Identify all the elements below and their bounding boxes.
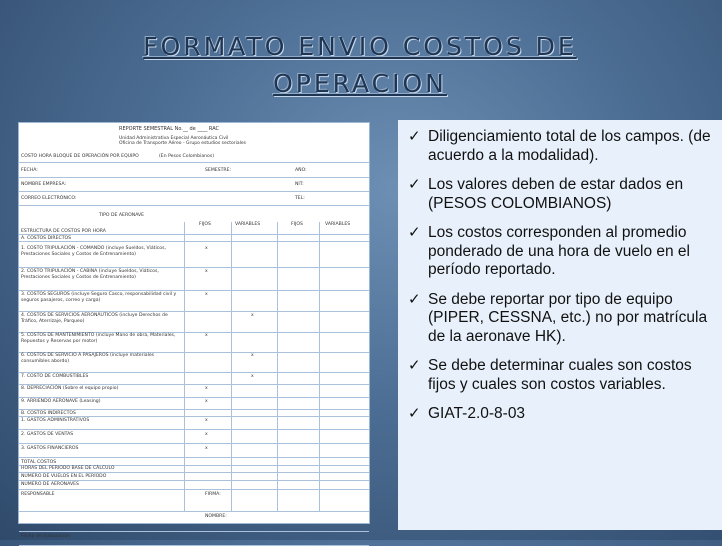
col-header-variable-2: VARIABLES [325, 222, 351, 227]
form-row-cell: x [205, 246, 208, 251]
form-row-label: 2. COSTO TRIPULACIÓN - CABINA (incluye Sueldos, Viáticos, Prestaciones Sociales y Costos de Entrenamiento) [21, 269, 159, 280]
instruction-item [404, 128, 716, 165]
form-row-cell: x [205, 432, 208, 437]
instruction-item [404, 176, 716, 213]
form-row [19, 181, 369, 192]
form-header-subtitle [119, 136, 246, 146]
form-row-cell: NOMBRE: [205, 514, 227, 519]
form-row-label: B. COSTOS INDIRECTOS [21, 411, 76, 416]
instruction-text: Los costos corresponden al promedio ponderado de una hora de vuelo en el período reportado. [428, 224, 690, 278]
form-row [19, 385, 369, 398]
instruction-item [404, 224, 716, 280]
form-row-label: 9. ARRIENDO AERONAVE (Leasing) [21, 399, 101, 404]
form-row-cell: x [205, 386, 208, 391]
form-row [19, 491, 369, 512]
form-row-cell: x [205, 399, 208, 404]
form-row-cell: TEL: [295, 196, 305, 201]
form-row-label: A. COSTOS DIRECTOS [21, 236, 72, 241]
form-row [19, 398, 369, 410]
checkmark-icon: ✓ [408, 405, 421, 422]
slide-title [0, 28, 720, 102]
instructions-list [398, 120, 722, 424]
form-row-label: 6. COSTOS DE SERVICIO A PASAJEROS (incluye materiales consumibles abordo) [21, 353, 155, 364]
instruction-text: GIAT-2.0-8-03 [428, 405, 526, 422]
form-row [19, 465, 369, 473]
form-row-label: Fecha de Elaboración: [21, 534, 72, 539]
form-header-sub1: Unidad Administrativa Especial Aeronáutica Civil [119, 136, 229, 141]
form-row-cell: x [251, 353, 254, 358]
form-row [19, 228, 369, 235]
instruction-item [404, 357, 716, 394]
form-row-label: 7. COSTO DE COMBUSTIBLES [21, 374, 89, 379]
form-row-cell: x [205, 333, 208, 338]
form-row [19, 373, 369, 385]
instruction-text: Se debe reportar por tipo de equipo (PIPER, CESSNA, etc.) no por matrícula de la aeronave HK). [428, 290, 708, 345]
form-row [19, 245, 369, 268]
checkmark-icon: ✓ [408, 176, 421, 193]
form-row [19, 445, 369, 458]
form-row-label: NÚMERO DE AERONAVES [21, 482, 79, 487]
form-row-label: 3. GASTOS FINANCIEROS [21, 446, 79, 451]
slide-title-line-2: OPERACION [273, 69, 447, 98]
form-section-sub: (En Pesos Colombianos) [159, 154, 215, 159]
form-row-label: 1. GASTOS ADMINISTRATIVOS [21, 418, 90, 423]
form-row [19, 291, 369, 312]
form-section-row [19, 153, 369, 163]
checkmark-icon: ✓ [408, 128, 421, 145]
form-row [19, 473, 369, 481]
form-section-label: COSTO HORA BLOQUE DE OPERACIÓN POR EQUIPO [21, 154, 139, 159]
form-row-cell: x [205, 269, 208, 274]
form-row [19, 268, 369, 291]
form-row-label: 5. COSTOS DE MANTENIMIENTO (incluye Mano de obra, Materiales, Repuestos y Reservas por motor) [21, 333, 176, 344]
form-row-label: RESPONSABLE [21, 492, 55, 497]
form-row [19, 410, 369, 417]
form-row [19, 235, 369, 242]
form-row-cell: x [251, 313, 254, 318]
form-row-label: 2. GASTOS DE VENTAS [21, 432, 74, 437]
cost-report-form-image [18, 122, 370, 539]
form-row [19, 312, 369, 333]
form-row-label: NOMBRE EMPRESA: [21, 182, 67, 187]
form-row-label: 4. COSTOS DE SERVICIOS AERONÁUTICOS (incluye Derechos de Tráfico, Aterrizaje, Parqueo) [21, 313, 168, 324]
col-header-fixed-1: FIJOS [199, 222, 211, 227]
form-row [19, 195, 369, 206]
instructions-panel [398, 120, 722, 530]
form-row [19, 533, 369, 546]
form-row-label: NÚMERO DE VUELOS EN EL PERÍODO [21, 474, 107, 479]
form-row-cell: FIRMA: [205, 492, 221, 497]
form-row-cell: x [251, 374, 254, 379]
form-row-label: 3. COSTOS SEGUROS (incluye Seguro Casco, responsabilidad civil y seguros pasajeros, correo y carga) [21, 292, 177, 303]
checkmark-icon: ✓ [408, 290, 421, 308]
form-row-label: HORAS DEL PERIODO BASE DE CÁLCULO [21, 466, 115, 471]
form-row-cell: SEMESTRE: [205, 168, 232, 173]
slide-title-line-1: FORMATO ENVIO COSTOS DE [143, 32, 577, 61]
form-row-cell: NIT: [295, 182, 304, 187]
form-row-cell: x [205, 446, 208, 451]
form-row [19, 417, 369, 430]
form-row-label: 8. DEPRECIACIÓN (Sobre el equipo propio) [21, 386, 119, 391]
instruction-text: Diligenciamiento total de los campos. (de acuerdo a la modalidad). [428, 128, 711, 164]
col-header-fixed-2: FIJOS [291, 222, 303, 227]
instruction-item [404, 405, 716, 424]
form-row-label: 1. COSTO TRIPULACIÓN - COMANDO (incluye Sueldos, Viáticos, Prestaciones Sociales y Costos de Entrenamiento) [21, 246, 166, 257]
form-row-cell: AÑO: [295, 168, 307, 173]
col-header-variable-1: VARIABLES [235, 222, 261, 227]
form-row-label: FECHA: [21, 168, 38, 173]
form-row-cell: x [205, 292, 208, 297]
form-row [19, 332, 369, 353]
form-row-label: ESTRUCTURA DE COSTOS POR HORA [21, 229, 106, 234]
checkmark-icon: ✓ [408, 224, 421, 241]
form-row-label: CORREO ELECTRÓNICO: [21, 196, 77, 201]
form-row [19, 431, 369, 444]
instruction-text: Se debe determinar cuales son costos fijos y cuales son costos variables. [428, 357, 692, 393]
form-row-cell: x [205, 418, 208, 423]
form-header-sub2: Oficina de Transporte Aéreo - Grupo estudios sectoriales [119, 141, 246, 146]
form-row [19, 167, 369, 178]
instruction-text: Los valores deben de estar dados en (PESOS COLOMBIANOS) [428, 176, 684, 212]
form-row [19, 513, 369, 532]
form-row-label: TOTAL COSTOS [21, 460, 57, 465]
form-row [19, 481, 369, 490]
instruction-item [404, 291, 716, 347]
aircraft-type-label: TIPO DE AERONAVE [99, 213, 145, 218]
form-row [19, 352, 369, 373]
form-header-title: REPORTE SEMESTRAL No.__ de ____ RAC [119, 126, 220, 132]
checkmark-icon: ✓ [408, 357, 421, 374]
